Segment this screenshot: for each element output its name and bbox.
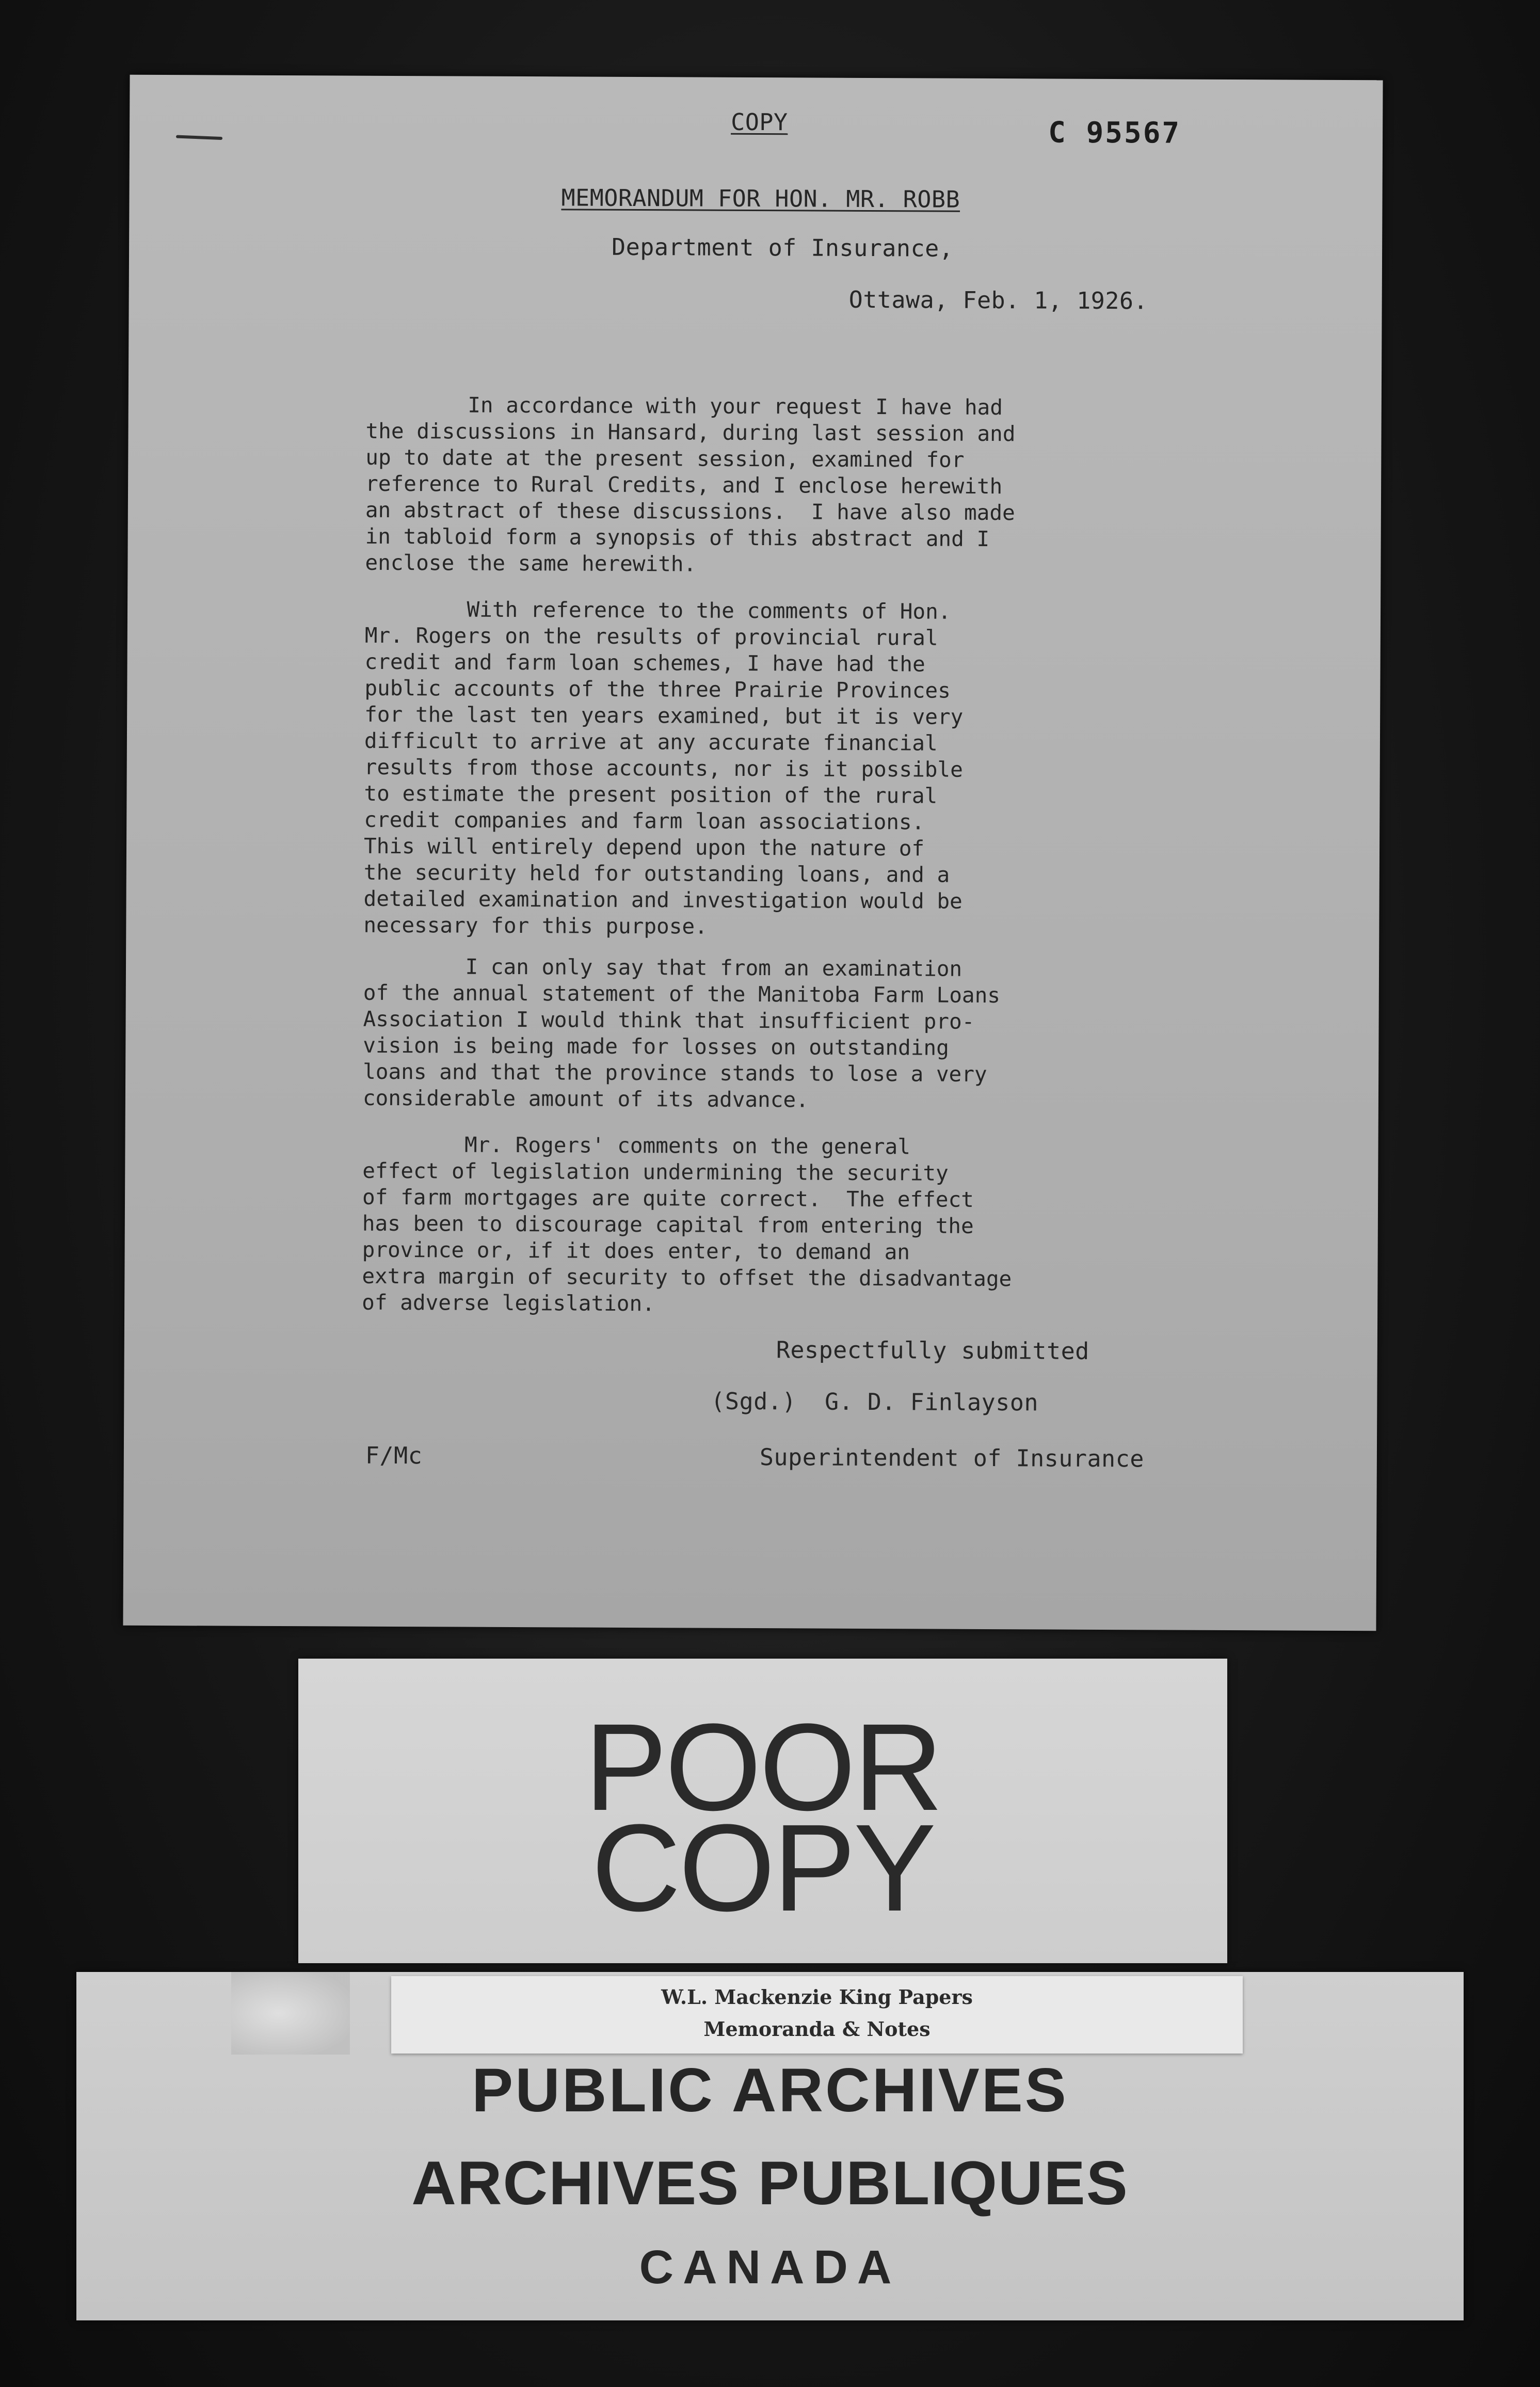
memo-heading: MEMORANDUM FOR HON. MR. ROBB [561, 184, 960, 213]
paragraph-line: This will entirely depend upon the nature of [363, 833, 925, 861]
copy-label: COPY [731, 108, 788, 136]
paragraph-line: enclose the same herewith. [365, 550, 697, 577]
series-name: Memoranda & Notes [703, 2017, 931, 2041]
paragraph-line: I can only say that from an examination [363, 953, 962, 981]
paragraph-line: reference to Rural Credits, and I enclose herewith [365, 471, 1003, 499]
archives-card [76, 1972, 1464, 2320]
poor-copy-card [298, 1659, 1227, 1963]
paragraph-line: With reference to the comments of Hon. [364, 596, 951, 624]
department-line: Department of Insurance, [612, 233, 954, 262]
collection-name: W.L. Mackenzie King Papers [661, 1985, 973, 2009]
typist-initials: F/Mc [365, 1441, 423, 1470]
punch-mark [176, 135, 222, 140]
paragraph-line: the discussions in Hansard, during last session and [365, 418, 1016, 447]
paragraph-line: of the annual statement of the Manitoba Farm Loans [363, 980, 1001, 1008]
paragraph-line: of farm mortgages are quite correct. The effect [362, 1184, 974, 1212]
paragraph-4 [362, 1132, 1209, 1319]
signer-title: Superintendent of Insurance [759, 1443, 1145, 1473]
paragraph-line: vision is being made for losses on outstanding [363, 1032, 949, 1060]
paragraph-line: considerable amount of its advance. [362, 1085, 809, 1112]
paragraph-line: public accounts of the three Prairie Provinces [364, 675, 951, 703]
paragraph-line: difficult to arrive at any accurate financial [364, 728, 938, 756]
archives-french: ARCHIVES PUBLIQUES [411, 2149, 1129, 2218]
archives-country: CANADA [639, 2241, 901, 2294]
archives-english: PUBLIC ARCHIVES [472, 2056, 1068, 2125]
paragraph-line: detailed examination and investigation would be [363, 886, 962, 914]
paragraph-line: province or, if it does enter, to demand an [362, 1237, 910, 1265]
paragraph-line: for the last ten years examined, but it is very [364, 702, 964, 729]
paragraph-line: an abstract of these discussions. I have also made [365, 497, 1015, 526]
collection-label-strip [391, 1976, 1243, 2054]
paragraph-line: Mr. Rogers on the results of provincial rural [364, 623, 938, 650]
paragraph-line: credit and farm loan schemes, I have had the [364, 649, 925, 677]
poor-copy-line-1: POOR [584, 1698, 941, 1836]
reference-number: C 95567 [1048, 116, 1181, 150]
paragraph-line: credit companies and farm loan associations. [364, 807, 925, 835]
paragraph-line: to estimate the present position of the rural [364, 781, 938, 808]
paragraph-line: of adverse legislation. [362, 1290, 655, 1316]
paragraph-line: the security held for outstanding loans, and a [363, 860, 950, 887]
paragraph-3 [363, 953, 1210, 1115]
paragraph-1 [365, 392, 1212, 580]
paragraph-line: Mr. Rogers' comments on the general [362, 1132, 911, 1159]
typed-memorandum-page [123, 75, 1383, 1631]
date-line: Ottawa, Feb. 1, 1926. [848, 285, 1148, 315]
paragraph-line: necessary for this purpose. [363, 912, 708, 939]
paragraph-line: results from those accounts, nor is it possible [364, 754, 963, 782]
signature-line: (Sgd.) G. D. Finlayson [711, 1387, 1039, 1417]
paragraph-line: effect of legislation undermining the security [362, 1158, 949, 1186]
paragraph-line: extra margin of security to offset the disadvantage [362, 1263, 1012, 1292]
paragraph-line: in tabloid form a synopsis of this abstract and I [365, 523, 990, 551]
torn-paper-patch [231, 1972, 350, 2055]
paragraph-line: up to date at the present session, examined for [365, 444, 965, 472]
paragraph-2 [363, 596, 1211, 942]
poor-copy-line-2: COPY [591, 1799, 935, 1937]
paragraph-line: Association I would think that insufficient pro- [363, 1006, 975, 1034]
paragraph-line: has been to discourage capital from entering the [362, 1211, 974, 1238]
paragraph-line: loans and that the province stands to lose a very [363, 1059, 987, 1087]
closing-line: Respectfully submitted [776, 1336, 1089, 1365]
paragraph-line: In accordance with your request I have had [365, 392, 1003, 420]
